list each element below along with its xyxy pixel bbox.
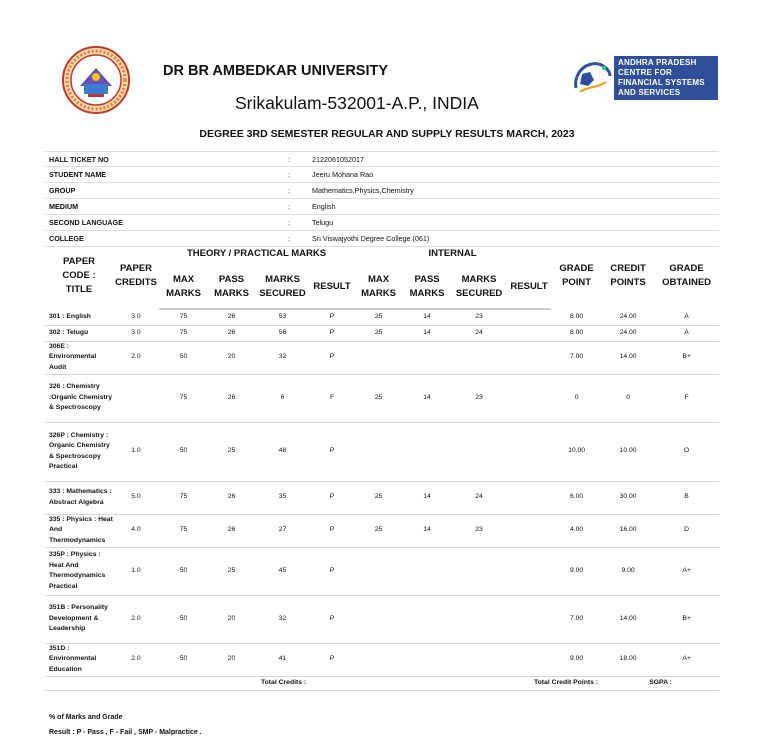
- cell-paper-credits: 2.0: [113, 643, 159, 676]
- university-name: DR BR AMBEDKAR UNIVERSITY: [163, 63, 389, 79]
- col-theory-pass: PASS MARKS: [208, 265, 255, 309]
- cell-grade-obtained: B+: [654, 595, 719, 643]
- cell-internal-secured: [451, 341, 507, 374]
- apcfss-logo: [570, 55, 720, 101]
- cell-theory-result: P: [310, 325, 354, 341]
- cell-internal-result: [507, 547, 551, 595]
- col-internal-max: MAX MARKS: [354, 265, 403, 309]
- cell-theory-result: P: [310, 595, 354, 643]
- result-legend: Result : P - Pass , F - Fail , SMP - Malpractice .: [49, 729, 202, 736]
- cell-internal-pass: [403, 595, 451, 643]
- university-address: Srikakulam-532001-A.P., INDIA: [235, 93, 479, 113]
- col-internal-secured: MARKS SECURED: [451, 265, 507, 309]
- info-row: [45, 151, 719, 167]
- cell-theory-pass: 20: [208, 643, 255, 676]
- cell-internal-max: [354, 341, 403, 374]
- cell-theory-result: F: [310, 374, 354, 422]
- info-separator: :: [288, 218, 290, 227]
- cell-internal-result: [507, 514, 551, 547]
- cell-theory-secured: 48: [255, 422, 310, 481]
- cell-theory-max: 50: [159, 595, 208, 643]
- cell-paper-credits: 3.0: [113, 325, 159, 341]
- cell-theory-secured: 41: [255, 643, 310, 676]
- cell-theory-result: P: [310, 547, 354, 595]
- cell-theory-result: P: [310, 643, 354, 676]
- cell-internal-pass: 14: [403, 481, 451, 514]
- cell-grade-obtained: A: [654, 309, 719, 325]
- cell-internal-max: 25: [354, 481, 403, 514]
- cell-internal-max: [354, 595, 403, 643]
- cell-paper-credits: 4.0: [113, 514, 159, 547]
- info-row: [45, 167, 719, 183]
- cell-internal-pass: 14: [403, 374, 451, 422]
- cell-grade-obtained: A+: [654, 547, 719, 595]
- cell-internal-pass: [403, 547, 451, 595]
- cell-credit-points: 16.00: [602, 514, 654, 547]
- col-group-internal: INTERNAL: [428, 248, 477, 259]
- cell-internal-max: 25: [354, 514, 403, 547]
- table-row: [45, 514, 719, 547]
- cell-internal-pass: 14: [403, 309, 451, 325]
- cell-theory-max: 75: [159, 481, 208, 514]
- cell-paper-credits: 2.0: [113, 595, 159, 643]
- cell-theory-max: 75: [159, 309, 208, 325]
- cell-theory-secured: 35: [255, 481, 310, 514]
- cell-internal-pass: [403, 643, 451, 676]
- cell-grade-obtained: O: [654, 422, 719, 481]
- cell-grade-obtained: B+: [654, 341, 719, 374]
- table-row: [45, 643, 719, 676]
- cell-internal-max: [354, 643, 403, 676]
- cell-grade-point: 8.00: [551, 325, 602, 341]
- cell-paper-credits: 1.0: [113, 422, 159, 481]
- col-grade-obtained: GRADE OBTAINED: [662, 263, 712, 288]
- cell-theory-pass: 26: [208, 325, 255, 341]
- cell-theory-max: 75: [159, 374, 208, 422]
- cell-theory-pass: 26: [208, 481, 255, 514]
- cell-paper-title: 333 : Mathematics : Abstract Algebra: [45, 481, 113, 514]
- cell-grade-point: 10.00: [551, 422, 602, 481]
- info-separator: :: [288, 202, 290, 211]
- cell-theory-pass: 26: [208, 374, 255, 422]
- cell-paper-title: 301 : English: [45, 309, 113, 325]
- cell-internal-result: [507, 374, 551, 422]
- cell-theory-result: P: [310, 309, 354, 325]
- col-grade-point: GRADE POINT: [559, 263, 594, 288]
- cell-paper-title: 306E : Environmental Audit: [45, 341, 113, 374]
- cell-internal-result: [507, 595, 551, 643]
- cell-credit-points: 14.00: [602, 341, 654, 374]
- cell-paper-title: 326P : Chemistry : Organic Chemistry & Spectroscopy Practical: [45, 422, 113, 481]
- cell-grade-point: 9.00: [551, 547, 602, 595]
- cell-internal-max: 25: [354, 325, 403, 341]
- university-seal-logo: [62, 46, 130, 114]
- total-credit-points-label: Total Credit Points :: [507, 676, 602, 690]
- cell-theory-max: 75: [159, 325, 208, 341]
- cell-grade-point: 6.00: [551, 481, 602, 514]
- cell-credit-points: 14.00: [602, 595, 654, 643]
- col-paper-credits: PAPER CREDITS: [115, 263, 157, 288]
- cell-internal-secured: [451, 422, 507, 481]
- cell-paper-title: 326 : Chemistry :Organic Chemistry & Spectroscopy: [45, 374, 113, 422]
- info-value: English: [312, 202, 336, 211]
- cell-internal-max: 25: [354, 309, 403, 325]
- cell-grade-point: 4.00: [551, 514, 602, 547]
- col-credit-points: CREDIT POINTS: [610, 263, 646, 288]
- cell-internal-secured: [451, 547, 507, 595]
- cell-grade-point: 7.00: [551, 341, 602, 374]
- cell-internal-max: [354, 547, 403, 595]
- info-value: Jeeru Mohana Rao: [312, 170, 374, 179]
- cell-theory-secured: 32: [255, 595, 310, 643]
- cell-theory-result: P: [310, 341, 354, 374]
- cell-theory-pass: 26: [208, 514, 255, 547]
- cell-internal-result: [507, 643, 551, 676]
- cell-theory-secured: 56: [255, 325, 310, 341]
- col-internal-pass: PASS MARKS: [403, 265, 451, 309]
- cell-theory-max: 75: [159, 514, 208, 547]
- cell-theory-secured: 6: [255, 374, 310, 422]
- cell-theory-secured: 27: [255, 514, 310, 547]
- cell-internal-pass: 14: [403, 514, 451, 547]
- col-theory-result: RESULT: [310, 265, 354, 309]
- info-value: Telugu: [312, 218, 334, 227]
- cell-internal-secured: [451, 595, 507, 643]
- info-label: HALL TICKET NO: [49, 154, 109, 164]
- cell-credit-points: 18.00: [602, 643, 654, 676]
- cell-theory-max: 50: [159, 547, 208, 595]
- cell-internal-secured: 23: [451, 514, 507, 547]
- cell-internal-secured: 23: [451, 374, 507, 422]
- info-value: Sri Viswajyothi Degree College (061): [312, 234, 430, 243]
- info-separator: :: [288, 170, 290, 179]
- table-row: [45, 374, 719, 422]
- cell-grade-point: 8.00: [551, 309, 602, 325]
- sgpa-label: SGPA :: [602, 676, 719, 690]
- cell-theory-max: 50: [159, 643, 208, 676]
- info-value: 2122061052017: [312, 154, 364, 164]
- cell-internal-result: [507, 422, 551, 481]
- cell-internal-secured: 23: [451, 309, 507, 325]
- cell-internal-pass: [403, 422, 451, 481]
- table-row: [45, 309, 719, 325]
- info-separator: :: [288, 186, 290, 195]
- info-separator: :: [288, 154, 290, 164]
- cell-internal-result: [507, 325, 551, 341]
- cell-paper-title: 351B : Personality Development & Leadership: [45, 595, 113, 643]
- info-label: COLLEGE: [49, 234, 84, 243]
- exam-title: DEGREE 3RD SEMESTER REGULAR AND SUPPLY RESULTS MARCH, 2023: [199, 128, 575, 140]
- table-row: [45, 547, 719, 595]
- cell-theory-secured: 53: [255, 309, 310, 325]
- info-label: GROUP: [49, 186, 76, 195]
- cell-paper-title: 351D : Environmental Education: [45, 643, 113, 676]
- cell-grade-point: 9.00: [551, 643, 602, 676]
- info-value: Mathematics,Physics,Chemistry: [312, 186, 414, 195]
- cell-paper-credits: 2.0: [113, 341, 159, 374]
- cell-theory-pass: 25: [208, 547, 255, 595]
- ap-map-icon: [570, 58, 614, 98]
- cell-theory-result: P: [310, 422, 354, 481]
- cell-grade-obtained: A+: [654, 643, 719, 676]
- cell-internal-pass: 14: [403, 325, 451, 341]
- cell-grade-point: 0: [551, 374, 602, 422]
- cell-theory-pass: 26: [208, 309, 255, 325]
- cell-grade-obtained: B: [654, 481, 719, 514]
- cell-theory-secured: 32: [255, 341, 310, 374]
- cell-credit-points: 24.00: [602, 325, 654, 341]
- table-row: [45, 595, 719, 643]
- cell-theory-pass: 20: [208, 341, 255, 374]
- cell-paper-title: 335P : Physics : Heat And Thermodynamics Practical: [45, 547, 113, 595]
- info-row: [45, 183, 719, 199]
- cell-internal-pass: [403, 341, 451, 374]
- cell-internal-result: [507, 481, 551, 514]
- cell-paper-credits: 1.0: [113, 547, 159, 595]
- info-label: SECOND LANGUAGE: [49, 218, 123, 227]
- total-credits-label: Total Credits :: [255, 676, 354, 690]
- results-table: [45, 243, 719, 691]
- col-paper-code: PAPER CODE : TITLE: [62, 256, 96, 295]
- cell-internal-secured: 24: [451, 481, 507, 514]
- cell-credit-points: 30.00: [602, 481, 654, 514]
- col-internal-result: RESULT: [507, 265, 551, 309]
- percent-marks-label: % of Marks and Grade: [49, 714, 123, 721]
- col-theory-secured: MARKS SECURED: [255, 265, 310, 309]
- table-row: [45, 481, 719, 514]
- table-row: [45, 422, 719, 481]
- cell-theory-secured: 45: [255, 547, 310, 595]
- col-theory-max: MAX MARKS: [159, 265, 208, 309]
- table-row: [45, 341, 719, 374]
- cell-credit-points: 9.00: [602, 547, 654, 595]
- student-info-table: [45, 151, 719, 247]
- apcfss-logo-text: ANDHRA PRADESH CENTRE FOR FINANCIAL SYSTEMS AND SERVICES: [614, 56, 718, 100]
- cell-grade-obtained: A: [654, 325, 719, 341]
- cell-grade-obtained: F: [654, 374, 719, 422]
- info-label: STUDENT NAME: [49, 170, 107, 179]
- cell-theory-max: 50: [159, 422, 208, 481]
- cell-theory-pass: 25: [208, 422, 255, 481]
- cell-paper-title: 335 : Physics : Heat And Thermodynamics: [45, 514, 113, 547]
- cell-paper-credits: [113, 374, 159, 422]
- totals-row: [45, 676, 719, 690]
- info-label: MEDIUM: [49, 202, 79, 211]
- cell-internal-max: [354, 422, 403, 481]
- info-row: [45, 199, 719, 215]
- cell-internal-max: 25: [354, 374, 403, 422]
- cell-paper-credits: 3.0: [113, 309, 159, 325]
- cell-credit-points: 0: [602, 374, 654, 422]
- col-group-theory: THEORY / PRACTICAL MARKS: [186, 248, 327, 259]
- cell-theory-pass: 20: [208, 595, 255, 643]
- cell-paper-title: 302 : Telugu: [45, 325, 113, 341]
- cell-theory-max: 50: [159, 341, 208, 374]
- cell-credit-points: 10.00: [602, 422, 654, 481]
- cell-internal-result: [507, 341, 551, 374]
- cell-theory-result: P: [310, 514, 354, 547]
- cell-internal-result: [507, 309, 551, 325]
- cell-internal-secured: [451, 643, 507, 676]
- cell-paper-credits: 5.0: [113, 481, 159, 514]
- cell-internal-secured: 24: [451, 325, 507, 341]
- info-separator: :: [288, 234, 290, 243]
- table-row: [45, 325, 719, 341]
- cell-grade-obtained: D: [654, 514, 719, 547]
- cell-theory-result: P: [310, 481, 354, 514]
- info-row: [45, 215, 719, 231]
- cell-grade-point: 7.00: [551, 595, 602, 643]
- cell-credit-points: 24.00: [602, 309, 654, 325]
